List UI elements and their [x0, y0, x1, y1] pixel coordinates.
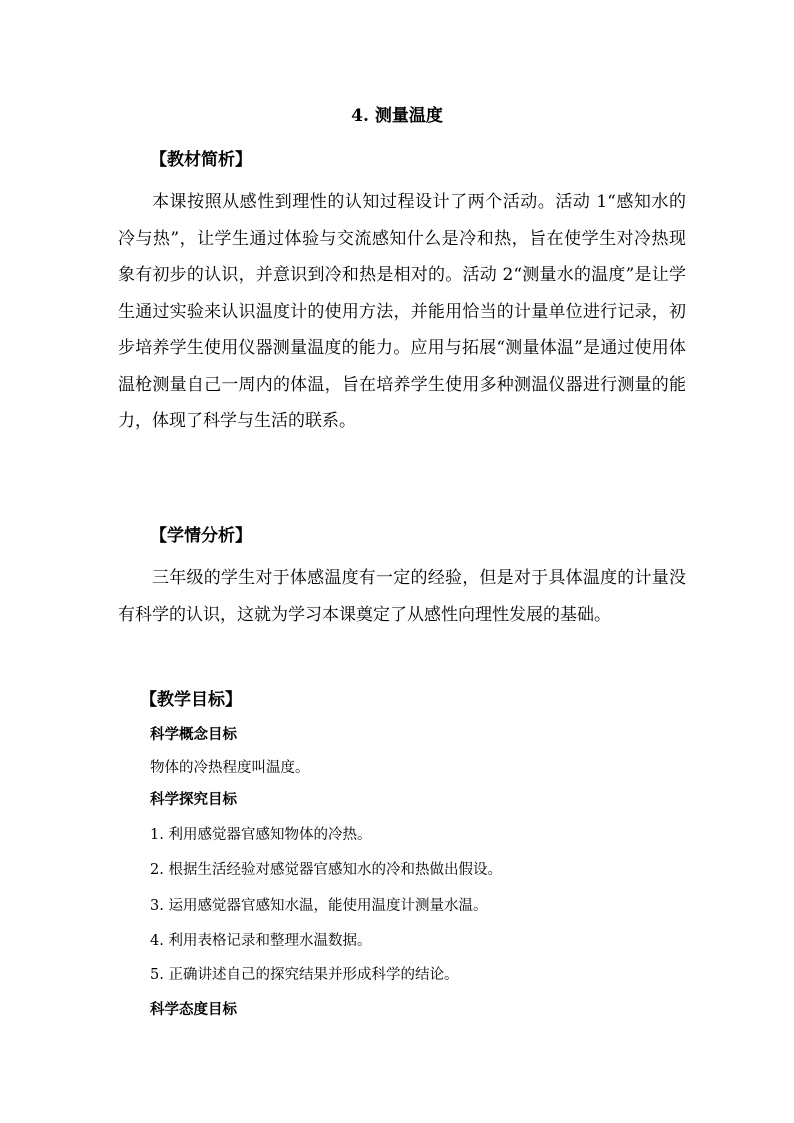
list-item: 4. 利用表格记录和整理水温数据。 — [150, 933, 372, 949]
list-item: 2. 根据生活经验对感觉器官感知水的冷和热做出假设。 — [150, 862, 502, 878]
paragraph-students: 三年级的学生对于体感温度有一定的经验，但是对于具体温度的计量没有科学的认识，这就为学习本课奠定了从感性向理性发展的基础。 — [118, 568, 686, 625]
concept-text: 物体的冷热程度叫温度。 — [150, 760, 310, 776]
section-heading-textbook: 【教材简析】 — [150, 150, 252, 170]
list-item: 5. 正确讲述自己的探究结果并形成科学的结论。 — [150, 967, 459, 983]
section-heading-students: 【学情分析】 — [150, 526, 252, 546]
page-title: 4. 测量温度 — [351, 106, 443, 126]
list-item: 1. 利用感觉器官感知物体的冷热。 — [150, 827, 372, 843]
section-heading-goals: 【教学目标】 — [140, 690, 242, 710]
paragraph-textbook: 本课按照从感性到理性的认知过程设计了两个活动。活动 1“感知水的冷与热”，让学生通过体验与交流感知什么是冷和热，旨在使学生对冷热现象有初步的认识，并意识到冷和热是相对的。活动 2“测量水的温度”是让学生通过实验来认识温度计的使用方法，并能用恰当的计量单位进行记录，初步培养学生使用仪器测量温度的能力。应用与拓展“测量体温”是通过使用体温枪测量自己一周内的体温，旨在培养学生使用多种测温仪器进行测量的能力，体现了科学与生活的联系。 — [118, 192, 686, 431]
list-item: 3. 运用感觉器官感知水温，能使用温度计测量水温。 — [150, 898, 488, 914]
subheading-concept: 科学概念目标 — [150, 726, 237, 743]
subheading-attitude: 科学态度目标 — [150, 1001, 237, 1018]
subheading-inquiry: 科学探究目标 — [150, 791, 237, 808]
